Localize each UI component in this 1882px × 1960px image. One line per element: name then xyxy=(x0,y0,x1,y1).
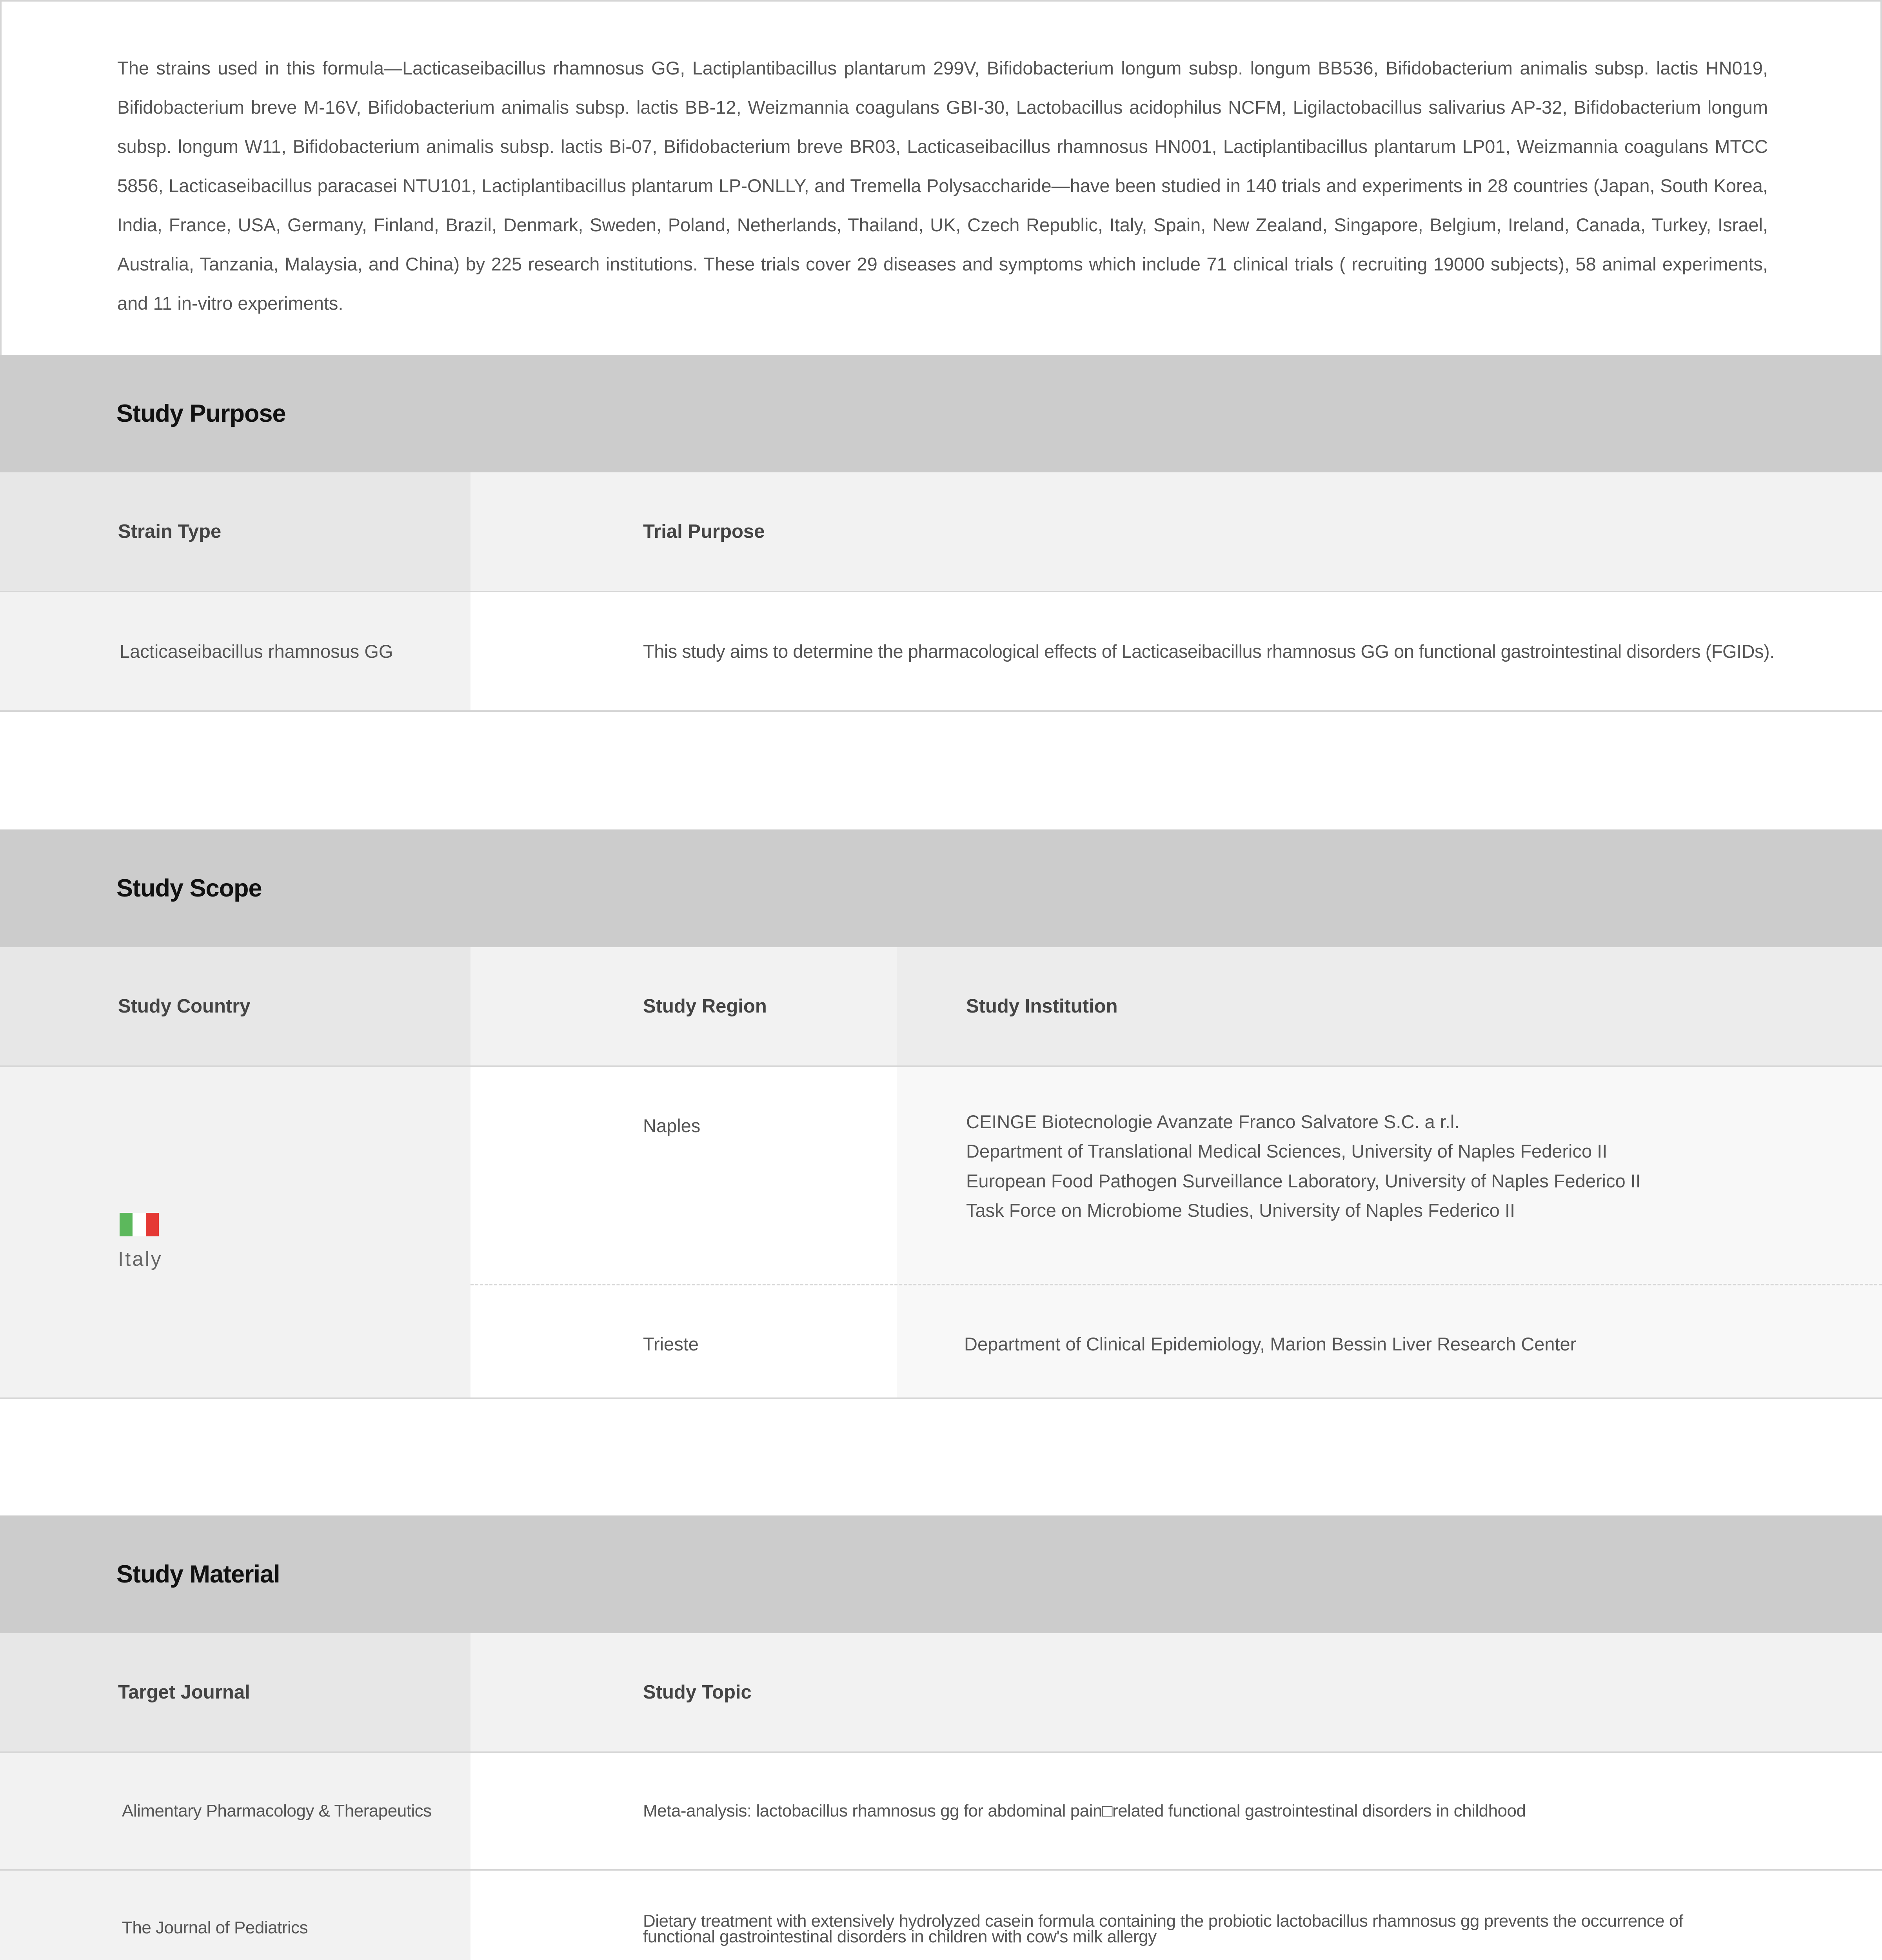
institution-item: Department of Clinical Epidemiology, Marion Bessin Liver Research Center xyxy=(964,1334,1577,1354)
institution-item: Department of Translational Medical Sciences, University of Naples Federico II xyxy=(966,1141,1608,1161)
strain-cell: Lacticaseibacillus rhamnosus GG xyxy=(0,592,470,710)
topic-cell: Meta-analysis: lactobacillus rhamnosus gg for abdominal pain□related functional gastrointestinal disorders in childhood xyxy=(470,1753,1882,1869)
flag-stripe-green xyxy=(120,1213,133,1236)
journal-cell: Alimentary Pharmacology & Therapeutics xyxy=(0,1753,470,1869)
flag-stripe-white xyxy=(133,1213,145,1236)
column-header-institution: Study Institution xyxy=(897,947,1882,1065)
country-name: Italy xyxy=(118,1248,163,1270)
study-purpose-section xyxy=(0,355,1882,712)
column-header-purpose: Trial Purpose xyxy=(470,472,1882,591)
journal-cell: The Journal of Pediatrics xyxy=(0,1871,470,1960)
italy-flag-icon xyxy=(120,1213,159,1236)
study-material-section xyxy=(0,1515,1882,1960)
region-cell-trieste: Trieste xyxy=(470,1285,897,1397)
country-cell xyxy=(0,1067,470,1397)
study-scope-header xyxy=(0,829,1882,947)
column-header-journal: Target Journal xyxy=(0,1633,470,1751)
column-header-topic: Study Topic xyxy=(470,1633,1882,1751)
purpose-cell: This study aims to determine the pharmacological effects of Lacticaseibacillus rhamnosus GG on functional gastrointestinal disorders (FGIDs). xyxy=(470,592,1882,710)
study-material-header xyxy=(0,1515,1882,1633)
institution-item: CEINGE Biotecnologie Avanzate Franco Salvatore S.C. a r.l. xyxy=(966,1111,1460,1132)
section-title: Study Scope xyxy=(116,875,262,902)
topic-cell: Dietary treatment with extensively hydrolyzed casein formula containing the probiotic lactobacillus rhamnosus gg prevents the occurrence of functional gastrointestinal disorders in children with cow's milk allergy xyxy=(470,1871,1882,1960)
institution-cell-trieste xyxy=(897,1285,1882,1397)
intro-text: The strains used in this formula—Lacticaseibacillus rhamnosus GG, Lactiplantibacillus plantarum 299V, Bifidobacterium longum subsp. longum BB536, Bifidobacterium animalis subsp. lactis HN019, Bifidobacterium breve M-16V, Bifidobacterium animalis subsp. lactis BB-12, Weizmannia coagulans GBI-30, Lactobacillus acidophilus NCFM, Ligilactobacillus salivarius AP-32, Bifidobacterium longum subsp. longum W11, Bifidobacterium animalis subsp. lactis Bi-07, Bifidobacterium breve BR03, Lacticaseibacillus rhamnosus HN001, Lactiplantibacillus plantarum LP01, Weizmannia coagulans MTCC 5856, Lacticaseibacillus paracasei NTU101, Lactiplantibacillus plantarum LP-ONLLY, and Tremella Polysaccharide—have been studied in 140 trials and experiments in 28 countries (Japan, South Korea, India, France, USA, Germany, Finland, Brazil, Denmark, Sweden, Poland, Netherlands, Thailand, UK, Czech Republic, Italy, Spain, New Zealand, Singapore, Belgium, Ireland, Canada, Turkey, Israel, Australia, Tanzania, Malaysia, and China) by 225 research institutions. These trials cover 29 diseases and symptoms which include 71 clinical trials ( recruiting 19000 subjects), 58 animal experiments, and 11 in-vitro experiments. xyxy=(117,58,1768,314)
institution-item: Task Force on Microbiome Studies, University of Naples Federico II xyxy=(966,1200,1515,1221)
institution-item: European Food Pathogen Surveillance Laboratory, University of Naples Federico II xyxy=(966,1171,1641,1191)
flag-stripe-red xyxy=(146,1213,159,1236)
column-header-country: Study Country xyxy=(0,947,470,1065)
intro-section xyxy=(0,0,1882,355)
study-scope-section xyxy=(0,829,1882,1399)
column-header-region: Study Region xyxy=(470,947,897,1065)
column-header-strain: Strain Type xyxy=(0,472,470,591)
study-purpose-header xyxy=(0,355,1882,472)
section-title: Study Material xyxy=(116,1561,280,1588)
section-title: Study Purpose xyxy=(116,400,286,427)
institution-cell-naples xyxy=(897,1067,1882,1285)
region-cell-naples: Naples xyxy=(470,1067,897,1285)
